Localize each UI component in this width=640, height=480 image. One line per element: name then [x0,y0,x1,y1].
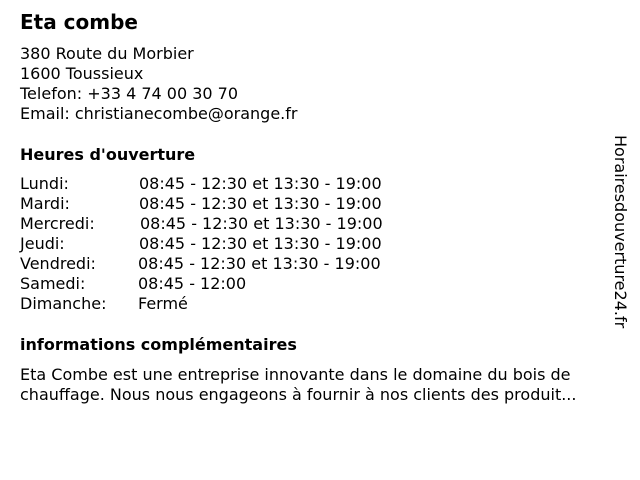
info-heading: informations complémentaires [20,335,297,354]
hours-day: Mercredi: [20,214,95,233]
hours-day: Dimanche: [20,294,107,313]
email-address[interactable]: Email: christianecombe@orange.fr [20,104,298,123]
hours-day: Jeudi: [20,234,65,253]
hours-day: Lundi: [20,174,69,193]
hours-time: 08:45 - 12:30 et 13:30 - 19:00 [139,194,382,213]
hours-time: 08:45 - 12:30 et 13:30 - 19:00 [139,234,382,253]
description-line: chauffage. Nous nous engageons à fournir à nos clients des produit... [20,385,577,404]
hours-time: Fermé [138,294,188,313]
site-watermark: Horairesdouverture24.fr [611,135,630,329]
address-line-city: 1600 Toussieux [20,64,144,83]
address-line-street: 380 Route du Morbier [20,44,194,63]
hours-time: 08:45 - 12:30 et 13:30 - 19:00 [139,174,382,193]
hours-day: Mardi: [20,194,70,213]
business-name: Eta combe [20,10,138,34]
phone-number[interactable]: Telefon: +33 4 74 00 30 70 [20,84,239,103]
hours-time: 08:45 - 12:00 [138,274,247,293]
hours-time: 08:45 - 12:30 et 13:30 - 19:00 [140,214,383,233]
description-line: Eta Combe est une entreprise innovante dans le domaine du bois de [20,365,571,384]
contact-block [20,44,297,124]
hours-time: 08:45 - 12:30 et 13:30 - 19:00 [138,254,381,273]
hours-day: Vendredi: [20,254,96,273]
description [20,365,630,405]
hours-day: Samedi: [20,274,86,293]
hours-heading: Heures d'ouverture [20,145,196,164]
